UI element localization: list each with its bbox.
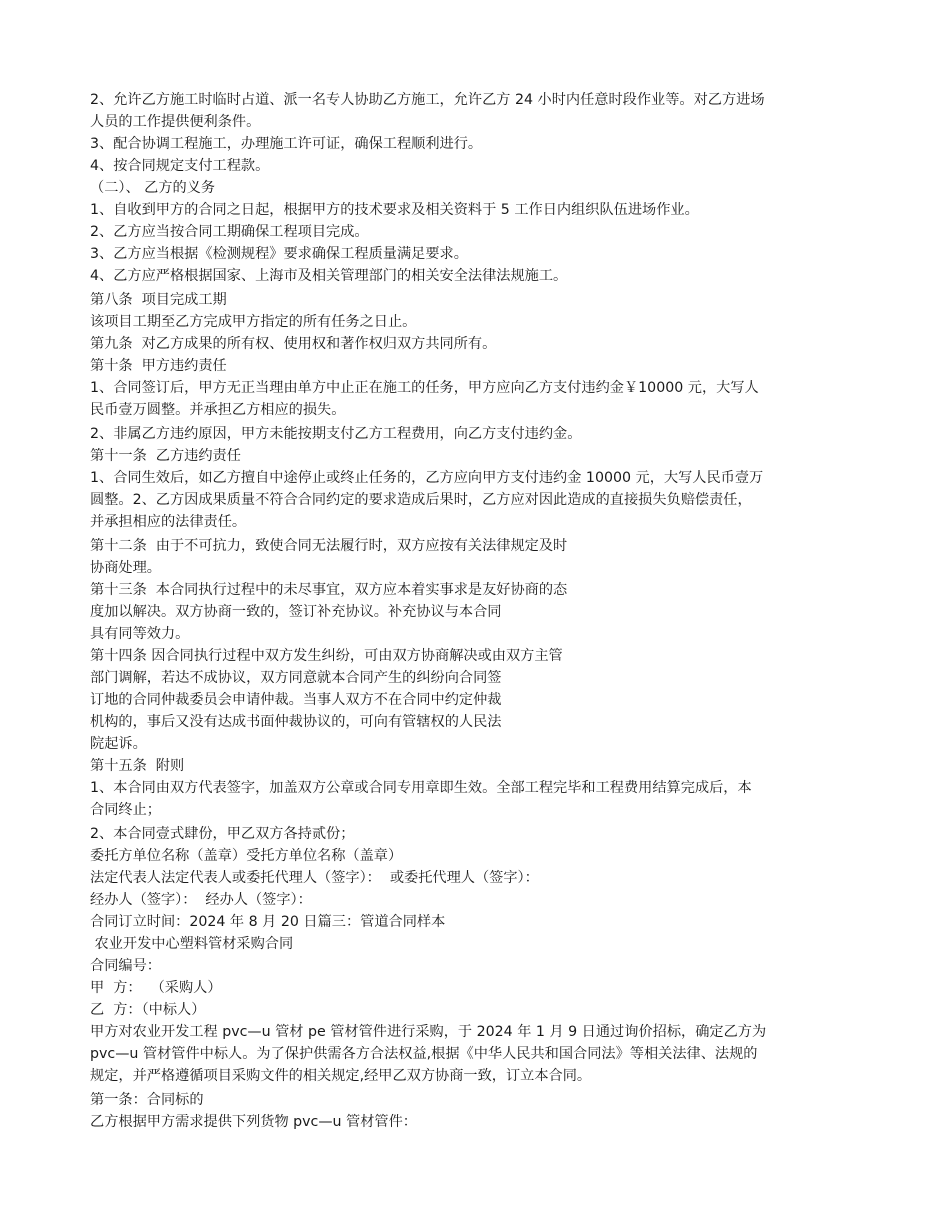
article-heading: 第十二条 由于不可抗力，致使合同无法履行时，双方应按有关法律规定及时 <box>90 538 568 554</box>
article-heading: 第十条 甲方违约责任 <box>90 358 227 374</box>
text-line: 订地的合同仲裁委员会申请仲裁。当事人双方不在合同中约定仲裁 <box>90 692 502 708</box>
text-line: 机构的，事后又没有达成书面仲裁协议的，可向有管辖权的人民法 <box>90 714 502 730</box>
text-line: 1、本合同由双方代表签字，加盖双方公章或合同专用章即生效。全部工程完毕和工程费用结算完成后，本 <box>90 780 752 796</box>
section-heading: （二）、 乙方的义务 <box>90 180 216 196</box>
text-line: 人员的工作提供便利条件。 <box>90 114 261 130</box>
text-line: 乙方根据甲方需求提供下列货物 pvc—u 管材管件： <box>90 1114 417 1130</box>
text-line: 2、乙方应当按合同工期确保工程项目完成。 <box>90 224 369 240</box>
text-line: 度加以解决。双方协商一致的，签订补充协议。补充协议与本合同 <box>90 604 502 620</box>
article-heading: 第十五条 附则 <box>90 758 185 774</box>
text-line: 3、配合协调工程施工，办理施工许可证，确保工程顺利进行。 <box>90 136 483 152</box>
party-b-line: 乙 方：（中标人） <box>90 1002 206 1018</box>
text-line: 该项目工期至乙方完成甲方指定的所有任务之日止。 <box>90 314 417 330</box>
text-line: 部门调解，若达不成协议，双方同意就本合同产生的纠纷向合同签 <box>90 670 502 686</box>
signature-line: 委托方单位名称（盖章）受托方单位名称（盖章） <box>90 848 403 864</box>
text-line: 协商处理。 <box>90 560 161 576</box>
signature-line: 法定代表人法定代表人或委托代理人（签字）： 或委托代理人（签字）： <box>90 870 539 886</box>
text-line: 圆整。2、乙方因成果质量不符合合同约定的要求造成后果时，乙方应对因此造成的直接损失负赔偿责任， <box>90 492 752 508</box>
text-line: 甲方对农业开发工程 pvc—u 管材 pe 管材管件进行采购，于 2024 年 1 月 9 日通过询价招标，确定乙方为 <box>90 1024 767 1040</box>
text-line: 民币壹万圆整。并承担乙方相应的损失。 <box>90 402 346 418</box>
text-line: 合同终止； <box>90 802 161 818</box>
article-heading: 第九条 对乙方成果的所有权、使用权和著作权归双方共同所有。 <box>90 336 497 352</box>
article-heading: 第一条：合同标的 <box>90 1092 204 1108</box>
signature-line: 经办人（签字）： 经办人（签字）： <box>90 892 312 908</box>
text-line: 并承担相应的法律责任。 <box>90 514 247 530</box>
contract-date-line: 合同订立时间：2024 年 8 月 20 日篇三：管道合同样本 <box>90 914 446 930</box>
text-line: 3、乙方应当根据《检测规程》要求确保工程质量满足要求。 <box>90 246 468 262</box>
text-line: pvc—u 管材管件中标人。为了保护供需各方合法权益,根据《中华人民共和国合同法》等相关法律、法规的 <box>90 1046 758 1062</box>
text-line: 具有同等效力。 <box>90 626 190 642</box>
article-heading: 第八条 项目完成工期 <box>90 292 227 308</box>
contract-title: 农业开发中心塑料管材采购合同 <box>90 936 294 952</box>
text-line: 2、非属乙方违约原因，甲方未能按期支付乙方工程费用，向乙方支付违约金。 <box>90 426 582 442</box>
text-line: 4、乙方应严格根据国家、上海市及相关管理部门的相关安全法律法规施工。 <box>90 268 568 284</box>
text-line: 1、自收到甲方的合同之日起，根据甲方的技术要求及相关资料于 5 工作日内组织队伍进场作业。 <box>90 202 699 218</box>
text-line: 4、按合同规定支付工程款。 <box>90 158 270 174</box>
text-line: 1、合同签订后，甲方无正当理由单方中止正在施工的任务，甲方应向乙方支付违约金￥10000 元，大写人 <box>90 380 759 396</box>
text-line: 院起诉。 <box>90 736 147 752</box>
text-line: 1、合同生效后，如乙方擅自中途停止或终止任务的，乙方应向甲方支付违约金 10000 元，大写人民币壹万 <box>90 470 764 486</box>
article-heading: 第十一条 乙方违约责任 <box>90 448 241 464</box>
contract-number-label: 合同编号： <box>90 958 161 974</box>
article-heading: 第十四条 因合同执行过程中双方发生纠纷，可由双方协商解决或由双方主管 <box>90 648 563 664</box>
text-line: 2、允许乙方施工时临时占道、派一名专人协助乙方施工，允许乙方 24 小时内任意时段作业等。对乙方进场 <box>90 92 765 108</box>
text-line: 规定，并严格遵循项目采购文件的相关规定,经甲乙双方协商一致，订立本合同。 <box>90 1068 592 1084</box>
party-a-line: 甲 方： （采购人） <box>90 980 222 996</box>
text-line: 2、本合同壹式肆份，甲乙双方各持贰份； <box>90 826 355 842</box>
article-heading: 第十三条 本合同执行过程中的未尽事宜，双方应本着实事求是友好协商的态 <box>90 582 568 598</box>
